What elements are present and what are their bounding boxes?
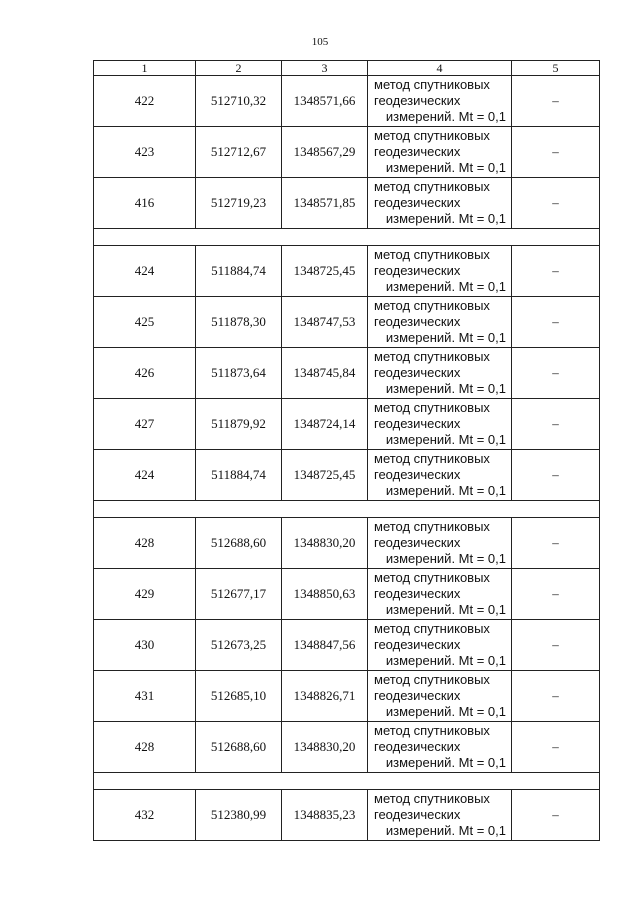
coordinate-y-cell: 1348745,84 — [282, 348, 368, 399]
point-number-cell: 422 — [94, 76, 196, 127]
page-number: 105 — [311, 36, 329, 48]
point-number-cell: 428 — [94, 518, 196, 569]
table-row — [94, 348, 600, 399]
coordinate-y-cell: 1348725,45 — [282, 450, 368, 501]
point-number-cell: 423 — [94, 127, 196, 178]
coordinate-x-cell: 512719,23 — [196, 178, 282, 229]
method-line: метод спутниковых — [374, 519, 490, 534]
method-line: измерений. Mt = 0,1 — [385, 755, 506, 770]
method-line: измерений. Mt = 0,1 — [385, 551, 506, 566]
method-cell — [368, 76, 512, 127]
method-line: метод спутниковых — [374, 247, 490, 262]
method-line: геодезических — [374, 416, 461, 431]
method-line: метод спутниковых — [374, 621, 490, 636]
method-line: метод спутниковых — [374, 570, 490, 585]
method-cell — [368, 297, 512, 348]
method-line: геодезических — [374, 93, 461, 108]
method-line: метод спутниковых — [374, 128, 490, 143]
method-line: геодезических — [374, 195, 461, 210]
point-number-cell: 424 — [94, 246, 196, 297]
method-line: измерений. Mt = 0,1 — [385, 330, 506, 345]
group-separator-row — [94, 773, 600, 790]
method-line: геодезических — [374, 535, 461, 550]
note-cell: – — [512, 671, 600, 722]
method-line: геодезических — [374, 586, 461, 601]
note-cell: – — [512, 790, 600, 841]
coordinate-x-cell: 511884,74 — [196, 246, 282, 297]
method-line: измерений. Mt = 0,1 — [385, 823, 506, 838]
column-header: 4 — [368, 61, 512, 76]
method-cell — [368, 246, 512, 297]
method-line: измерений. Mt = 0,1 — [385, 109, 506, 124]
method-line: измерений. Mt = 0,1 — [385, 602, 506, 617]
coordinate-y-cell: 1348567,29 — [282, 127, 368, 178]
column-header: 1 — [94, 61, 196, 76]
coordinate-x-cell: 511884,74 — [196, 450, 282, 501]
coordinate-x-cell: 511879,92 — [196, 399, 282, 450]
table-row — [94, 518, 600, 569]
column-header: 2 — [196, 61, 282, 76]
method-cell — [368, 450, 512, 501]
coordinate-x-cell: 511878,30 — [196, 297, 282, 348]
method-cell — [368, 722, 512, 773]
method-line: геодезических — [374, 807, 461, 822]
coordinates-table — [93, 60, 600, 841]
note-cell: – — [512, 722, 600, 773]
note-cell: – — [512, 450, 600, 501]
coordinate-y-cell: 1348830,20 — [282, 722, 368, 773]
method-line: геодезических — [374, 365, 461, 380]
method-line: измерений. Mt = 0,1 — [385, 432, 506, 447]
note-cell: – — [512, 127, 600, 178]
coordinate-x-cell: 512712,67 — [196, 127, 282, 178]
point-number-cell: 431 — [94, 671, 196, 722]
group-separator-row — [94, 501, 600, 518]
point-number-cell: 429 — [94, 569, 196, 620]
method-line: метод спутниковых — [374, 179, 490, 194]
table-header-row — [94, 61, 600, 76]
coordinate-y-cell: 1348830,20 — [282, 518, 368, 569]
note-cell: – — [512, 246, 600, 297]
coordinate-x-cell: 512677,17 — [196, 569, 282, 620]
group-separator-cell — [94, 773, 600, 790]
coordinate-x-cell: 512673,25 — [196, 620, 282, 671]
method-line: измерений. Mt = 0,1 — [385, 653, 506, 668]
method-line: метод спутниковых — [374, 349, 490, 364]
method-line: геодезических — [374, 637, 461, 652]
table-row — [94, 178, 600, 229]
coordinate-x-cell: 512688,60 — [196, 722, 282, 773]
column-header: 5 — [512, 61, 600, 76]
point-number-cell: 424 — [94, 450, 196, 501]
point-number-cell: 425 — [94, 297, 196, 348]
method-cell — [368, 178, 512, 229]
point-number-cell: 427 — [94, 399, 196, 450]
note-cell: – — [512, 569, 600, 620]
coordinate-y-cell: 1348850,63 — [282, 569, 368, 620]
table-row — [94, 450, 600, 501]
method-line: измерений. Mt = 0,1 — [385, 704, 506, 719]
method-line: геодезических — [374, 467, 461, 482]
method-line: геодезических — [374, 144, 461, 159]
method-cell — [368, 127, 512, 178]
coordinate-y-cell: 1348747,53 — [282, 297, 368, 348]
table-row — [94, 722, 600, 773]
method-line: метод спутниковых — [374, 451, 490, 466]
coordinate-y-cell: 1348826,71 — [282, 671, 368, 722]
point-number-cell: 428 — [94, 722, 196, 773]
method-cell — [368, 518, 512, 569]
table-row — [94, 671, 600, 722]
group-separator-cell — [94, 229, 600, 246]
method-line: метод спутниковых — [374, 672, 490, 687]
coordinate-x-cell: 512380,99 — [196, 790, 282, 841]
table-row — [94, 620, 600, 671]
method-line: метод спутниковых — [374, 723, 490, 738]
table-row — [94, 297, 600, 348]
note-cell: – — [512, 297, 600, 348]
note-cell: – — [512, 620, 600, 671]
note-cell: – — [512, 348, 600, 399]
table-row — [94, 790, 600, 841]
coordinate-x-cell: 512710,32 — [196, 76, 282, 127]
method-line: измерений. Mt = 0,1 — [385, 211, 506, 226]
table-row — [94, 569, 600, 620]
coordinate-x-cell: 512685,10 — [196, 671, 282, 722]
note-cell: – — [512, 518, 600, 569]
method-line: измерений. Mt = 0,1 — [385, 160, 506, 175]
group-separator-cell — [94, 501, 600, 518]
group-separator-row — [94, 229, 600, 246]
method-line: геодезических — [374, 739, 461, 754]
note-cell: – — [512, 178, 600, 229]
point-number-cell: 430 — [94, 620, 196, 671]
coordinate-y-cell: 1348725,45 — [282, 246, 368, 297]
note-cell: – — [512, 76, 600, 127]
method-line: геодезических — [374, 314, 461, 329]
method-line: измерений. Mt = 0,1 — [385, 381, 506, 396]
table-row — [94, 127, 600, 178]
method-line: метод спутниковых — [374, 298, 490, 313]
coordinate-x-cell: 512688,60 — [196, 518, 282, 569]
coordinate-y-cell: 1348835,23 — [282, 790, 368, 841]
coordinate-y-cell: 1348847,56 — [282, 620, 368, 671]
table-row — [94, 399, 600, 450]
method-line: измерений. Mt = 0,1 — [385, 483, 506, 498]
table-row — [94, 246, 600, 297]
method-line: метод спутниковых — [374, 77, 490, 92]
method-line: метод спутниковых — [374, 400, 490, 415]
method-line: измерений. Mt = 0,1 — [385, 279, 506, 294]
table-body — [94, 76, 600, 841]
method-cell — [368, 569, 512, 620]
coordinate-y-cell: 1348571,85 — [282, 178, 368, 229]
point-number-cell: 416 — [94, 178, 196, 229]
method-line: геодезических — [374, 263, 461, 278]
column-header: 3 — [282, 61, 368, 76]
method-line: метод спутниковых — [374, 791, 490, 806]
method-cell — [368, 399, 512, 450]
point-number-cell: 426 — [94, 348, 196, 399]
method-line: геодезических — [374, 688, 461, 703]
method-cell — [368, 620, 512, 671]
method-cell — [368, 671, 512, 722]
coordinate-y-cell: 1348724,14 — [282, 399, 368, 450]
point-number-cell: 432 — [94, 790, 196, 841]
note-cell: – — [512, 399, 600, 450]
table-row — [94, 76, 600, 127]
method-cell — [368, 790, 512, 841]
coordinate-y-cell: 1348571,66 — [282, 76, 368, 127]
method-cell — [368, 348, 512, 399]
coordinate-x-cell: 511873,64 — [196, 348, 282, 399]
